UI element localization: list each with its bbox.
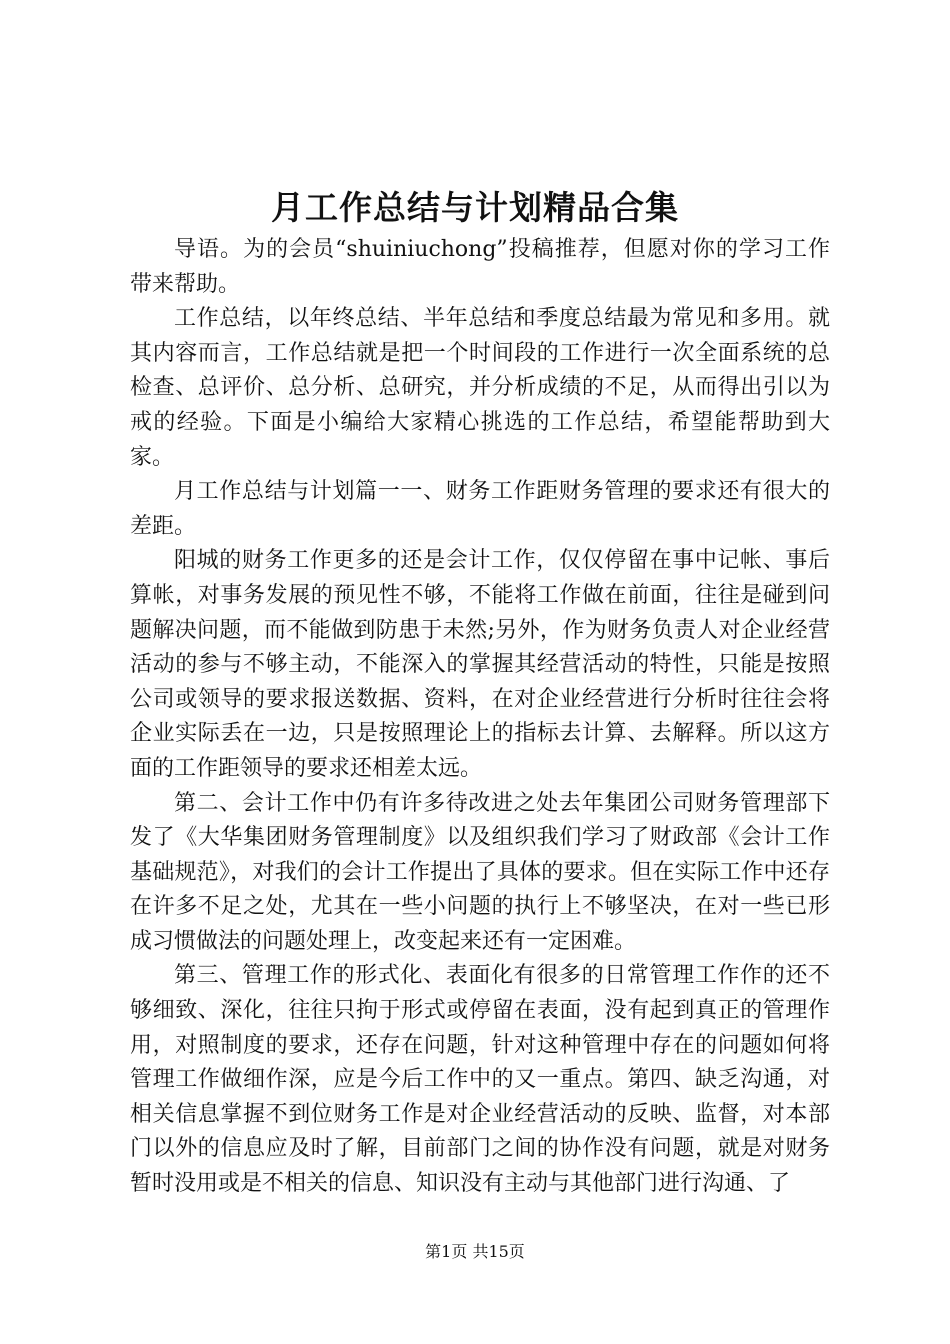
paragraph-finance-work: 阳城的财务工作更多的还是会计工作，仅仅停留在事中记帐、事后算帐，对事务发展的预见性不够，不能将工作做在前面，往往是碰到问题解决问题，而不能做到防患于未然;另外，作为财务负责人对企业经营活动的参与不够主动，不能深入的掌握其经营活动的特性，只能是按照公司或领导的要求报送数据、资料，在对企业经营进行分析时往往会将企业实际丢在一边，只是按照理论上的指标去计算、去解释。所以这方面的工作距领导的要求还相差太远。 <box>130 548 830 781</box>
page-footer: 第1页 共15页 <box>425 1242 525 1261</box>
paragraph-point-three: 第三、管理工作的形式化、表面化有很多的日常管理工作作的还不够细致、深化，往往只拘于形式或停留在表面，没有起到真正的管理作用，对照制度的要求，还存在问题，针对这种管理中存在的问题如何将管理工作做细作深，应是今后工作中的又一重点。第四、缺乏沟通，对相关信息掌握不到位财务工作是对企业经营活动的反映、监督，对本部门以外的信息应及时了解，目前部门之间的协作没有问题，就是对财务暂时没用或是不相关的信息、知识没有主动与其他部门进行沟通、了 <box>130 963 830 1197</box>
paragraph-section-one-heading: 月工作总结与计划篇一一、财务工作距财务管理的要求还有很大的差距。 <box>130 479 830 539</box>
paragraph-summary-definition: 工作总结，以年终总结、半年总结和季度总结最为常见和多用。就其内容而言，工作总结就是把一个时间段的工作进行一次全面系统的总检查、总评价、总分析、总研究，并分析成绩的不足，从而得出引以为戒的经验。下面是小编给大家精心挑选的工作总结，希望能帮助到大家。 <box>130 306 830 470</box>
paragraph-point-two: 第二、会计工作中仍有许多待改进之处去年集团公司财务管理部下发了《大华集团财务管理制度》以及组织我们学习了财政部《会计工作基础规范》，对我们的会计工作提出了具体的要求。但在实际工作中还存在许多不足之处，尤其在一些小问题的执行上不够坚决，在对一些已形成习惯做法的问题处理上，改变起来还有一定困难。 <box>130 790 830 954</box>
document-body <box>130 233 830 1202</box>
document-title: 月工作总结与计划精品合集 <box>271 188 679 227</box>
paragraph-intro: 导语。为的会员“shuiniuchong”投稿推荐，但愿对你的学习工作带来帮助。 <box>130 237 830 297</box>
